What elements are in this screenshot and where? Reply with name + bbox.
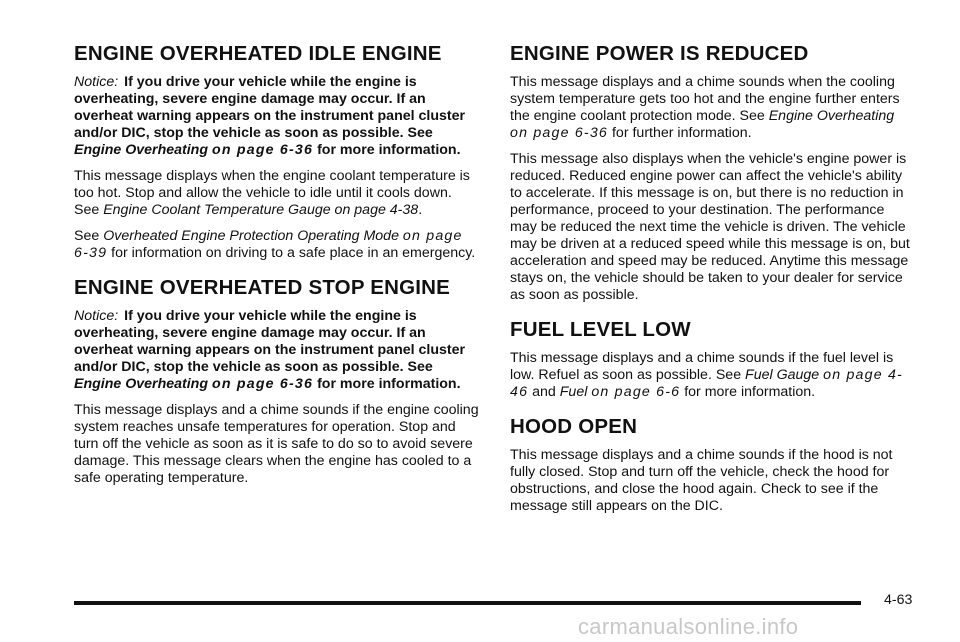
section-hood-open [510,415,915,515]
notice-text: If you drive your vehicle while the engine is overheating, severe engine damage may occur. If an overheat warning appears on the instrument panel cluster and/or DIC, stop the vehicle as soon as possible. See [74,74,466,141]
body-text-end: for further information. [611,125,752,141]
section-heading: HOOD OPEN [510,415,638,438]
notice-paragraph [74,74,480,159]
notice-end: for more information. [317,142,461,158]
cross-reference-link[interactable]: Engine Overheating [768,108,895,124]
section-heading: ENGINE OVERHEATED IDLE ENGINE [74,42,442,65]
body-text: This message displays and a chime sounds if the fuel level is low. Refuel as soon as possible. See [510,350,894,383]
body-paragraph: This message displays and a chime sounds if the hood is not fully closed. Stop and turn off the vehicle, check the hood for obstructions, and close the hood again. Check to see if the message still appears on the DIC. [510,447,893,514]
section-engine-overheated-stop [74,276,480,487]
body-paragraph [74,228,480,262]
body-paragraph: This message also displays when the vehicle's engine power is reduced. Reduced engine power can affect the vehicle's ability to accelerate. If this message is on, but there is no reduction in performance, proceed to your destination. The performance may be reduced the next time the vehicle is driven. The vehicle may be driven at a reduced speed while this message is on, but acceleration and speed may be reduced. Anytime this message stays on, the vehicle should be taken to your dealer for service as soon as possible. [510,151,910,303]
cross-reference-link[interactable]: Engine Overheating [74,376,209,392]
cross-reference-page[interactable]: on page 6-6 [591,384,681,400]
notice-label: Notice: [74,74,119,90]
body-paragraph [510,74,915,142]
section-heading: ENGINE POWER IS REDUCED [510,42,809,65]
body-text-end: for more information. [684,384,816,400]
cross-reference-page[interactable]: on page 4-46 [510,367,903,400]
body-text: and [532,384,556,400]
section-heading: FUEL LEVEL LOW [510,318,691,341]
watermark: carmanualsonline.info [578,614,799,639]
body-text: This message displays and a chime sounds when the cooling system temperature gets too hot and the engine further enters the engine coolant protection mode. See [510,74,900,124]
cross-reference-page[interactable]: on page 6-36 [510,125,609,141]
notice-text: If you drive your vehicle while the engine is overheating, severe engine damage may occur. If an overheat warning appears on the instrument panel cluster and/or DIC, stop the vehicle as soon as possible. See [74,308,466,375]
cross-reference-link[interactable]: Engine Overheating [74,142,209,158]
body-text: See [74,228,100,244]
cross-reference-page[interactable]: on page 6-36 [211,376,314,392]
body-paragraph [74,168,480,219]
section-engine-power-reduced [510,42,915,304]
section-heading: ENGINE OVERHEATED STOP ENGINE [74,276,451,299]
body-text-end: for information on driving to a safe place in an emergency. [111,245,476,261]
body-text-end: . [418,202,423,218]
body-paragraph [510,350,915,401]
page-number: 4-63 [884,592,913,608]
section-fuel-level-low [510,318,915,401]
cross-reference-link[interactable]: Overheated Engine Protection Operating Mode [103,228,399,244]
body-text: This message displays when the engine coolant temperature is too hot. Stop and allow the vehicle to idle until it cools down. See [74,168,470,218]
body-paragraph: This message displays and a chime sounds if the engine cooling system reaches unsafe temperatures for operation. Stop and turn off the vehicle as soon as it is safe to do so to avoid severe damage. This message clears when the engine has cooled to a safe operating temperature. [74,402,479,486]
cross-reference-page[interactable]: on page 6-36 [211,142,314,158]
cross-reference-page[interactable]: on page 6-39 [74,228,463,261]
notice-end: for more information. [317,376,461,392]
cross-reference-link[interactable]: Fuel Gauge [745,367,820,383]
notice-label: Notice: [74,308,119,324]
footer-rule [74,601,861,605]
section-engine-overheated-idle [74,42,480,262]
right-column [510,42,915,524]
notice-paragraph [74,308,480,393]
left-column [74,42,480,496]
cross-reference-link[interactable]: Fuel [559,384,588,400]
cross-reference-link[interactable]: Engine Coolant Temperature Gauge on page 4-38 [103,202,419,218]
